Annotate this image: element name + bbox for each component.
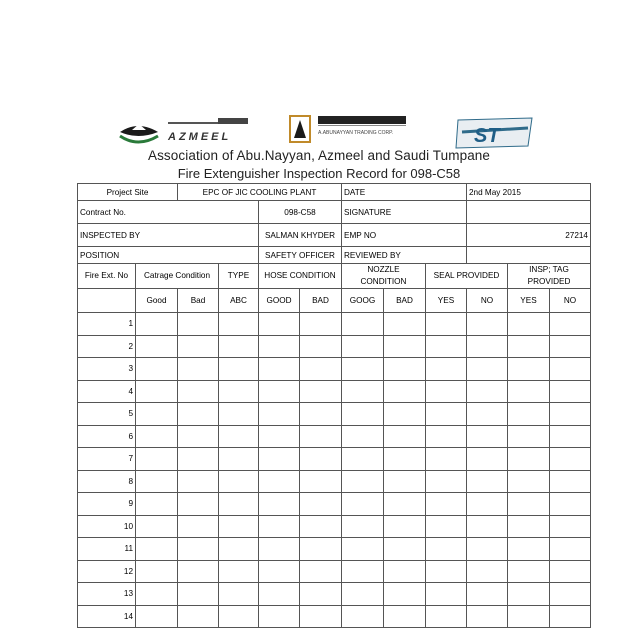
date-label: DATE	[342, 184, 467, 201]
entry-cell[interactable]	[219, 448, 259, 471]
entry-cell[interactable]	[508, 425, 550, 448]
fire-ext-number: 11	[78, 538, 136, 561]
entry-cell[interactable]	[384, 425, 426, 448]
entry-cell[interactable]	[178, 448, 219, 471]
entry-cell[interactable]	[508, 313, 550, 336]
association-title: Association of Abu.Nayyan, Azmeel and Saudi Tumpane	[147, 148, 491, 163]
fire-ext-number: 8	[78, 470, 136, 493]
entry-cell[interactable]	[178, 425, 219, 448]
entry-cell[interactable]	[136, 313, 178, 336]
entry-cell[interactable]	[550, 605, 591, 628]
entry-cell[interactable]	[300, 560, 342, 583]
entry-cell[interactable]	[219, 358, 259, 381]
entry-cell[interactable]	[136, 583, 178, 606]
sub-tag-yes: YES	[508, 289, 550, 313]
sub-nozzle-bad: BAD	[384, 289, 426, 313]
entry-cell[interactable]	[467, 403, 508, 426]
entry-cell[interactable]	[342, 493, 384, 516]
entry-cell[interactable]	[136, 538, 178, 561]
entry-cell[interactable]	[136, 380, 178, 403]
entry-cell[interactable]	[342, 470, 384, 493]
entry-cell[interactable]	[342, 538, 384, 561]
entry-cell[interactable]	[426, 538, 467, 561]
entry-cell[interactable]	[219, 583, 259, 606]
entry-cell[interactable]	[426, 425, 467, 448]
entry-cell[interactable]	[342, 448, 384, 471]
entry-cell[interactable]	[467, 335, 508, 358]
entry-cell[interactable]	[426, 605, 467, 628]
info-row-contract	[78, 201, 591, 224]
reviewed-by-value[interactable]	[467, 247, 591, 264]
table-row	[78, 448, 591, 471]
entry-cell[interactable]	[300, 538, 342, 561]
entry-cell[interactable]	[259, 470, 300, 493]
sub-abc: ABC	[219, 289, 259, 313]
entry-cell[interactable]	[467, 358, 508, 381]
entry-cell[interactable]	[508, 448, 550, 471]
entry-cell[interactable]	[550, 380, 591, 403]
col-catrage-condition: Catrage Condition	[136, 264, 219, 289]
entry-cell[interactable]	[178, 335, 219, 358]
entry-cell[interactable]	[342, 605, 384, 628]
entry-cell[interactable]	[508, 335, 550, 358]
entry-cell[interactable]	[467, 470, 508, 493]
entry-cell[interactable]	[508, 470, 550, 493]
entry-cell[interactable]	[467, 313, 508, 336]
entry-cell[interactable]	[426, 335, 467, 358]
sub-good: Good	[136, 289, 178, 313]
entry-cell[interactable]	[219, 425, 259, 448]
entry-cell[interactable]	[219, 313, 259, 336]
entry-cell[interactable]	[259, 313, 300, 336]
entry-cell[interactable]	[259, 515, 300, 538]
entry-cell[interactable]	[259, 583, 300, 606]
entry-cell[interactable]	[342, 380, 384, 403]
abunayyan-logo	[288, 112, 412, 148]
entry-cell[interactable]	[219, 403, 259, 426]
entry-cell[interactable]	[259, 493, 300, 516]
entry-cell[interactable]	[300, 470, 342, 493]
entry-cell[interactable]	[384, 515, 426, 538]
entry-cell[interactable]	[467, 425, 508, 448]
entry-cell[interactable]	[178, 605, 219, 628]
data-rows	[78, 313, 591, 628]
sub-seal-yes: YES	[426, 289, 467, 313]
entry-cell[interactable]	[178, 358, 219, 381]
entry-cell[interactable]	[300, 425, 342, 448]
sub-hose-bad: BAD	[300, 289, 342, 313]
entry-cell[interactable]	[219, 560, 259, 583]
entry-cell[interactable]	[136, 560, 178, 583]
entry-cell[interactable]	[508, 515, 550, 538]
tumpane-emblem-icon	[454, 112, 536, 152]
table-row	[78, 335, 591, 358]
entry-cell[interactable]	[219, 335, 259, 358]
entry-cell[interactable]	[384, 538, 426, 561]
entry-cell[interactable]	[259, 605, 300, 628]
entry-cell[interactable]	[426, 403, 467, 426]
entry-cell[interactable]	[384, 403, 426, 426]
table-row	[78, 560, 591, 583]
entry-cell[interactable]	[136, 605, 178, 628]
sub-tag-no: NO	[550, 289, 591, 313]
entry-cell[interactable]	[467, 605, 508, 628]
contract-label: Contract No.	[78, 201, 259, 224]
entry-cell[interactable]	[342, 403, 384, 426]
fire-ext-number: 13	[78, 583, 136, 606]
entry-cell[interactable]	[300, 493, 342, 516]
entry-cell[interactable]	[219, 380, 259, 403]
entry-cell[interactable]	[550, 448, 591, 471]
entry-cell[interactable]	[342, 335, 384, 358]
entry-cell[interactable]	[426, 470, 467, 493]
col-nozzle-condition: NOZZLE CONDITION	[342, 264, 426, 289]
table-row	[78, 538, 591, 561]
abunayyan-logo-text: A.ABUNAYYAN TRADING CORP.	[318, 130, 394, 136]
entry-cell[interactable]	[426, 358, 467, 381]
entry-cell[interactable]	[219, 470, 259, 493]
col-fire-ext-no: Fire Ext. No	[78, 264, 136, 289]
entry-cell[interactable]	[259, 538, 300, 561]
position-label: POSITION	[78, 247, 259, 264]
table-row	[78, 358, 591, 381]
entry-cell[interactable]	[384, 380, 426, 403]
fire-ext-number: 2	[78, 335, 136, 358]
entry-cell[interactable]	[467, 583, 508, 606]
entry-cell[interactable]	[259, 403, 300, 426]
form-title: Fire Extenguisher Inspection Record for 098-C58	[177, 166, 461, 181]
entry-cell[interactable]	[219, 538, 259, 561]
entry-cell[interactable]	[136, 403, 178, 426]
fire-ext-number: 4	[78, 380, 136, 403]
sub-bad: Bad	[178, 289, 219, 313]
logo-bar	[0, 108, 638, 152]
entry-cell[interactable]	[178, 538, 219, 561]
entry-cell[interactable]	[550, 493, 591, 516]
entry-cell[interactable]	[342, 425, 384, 448]
entry-cell[interactable]	[136, 358, 178, 381]
inspected-by-value[interactable]: SALMAN KHYDER	[259, 224, 342, 247]
entry-cell[interactable]	[300, 583, 342, 606]
table-row	[78, 403, 591, 426]
entry-cell[interactable]	[178, 470, 219, 493]
entry-cell[interactable]	[550, 560, 591, 583]
col-type: TYPE	[219, 264, 259, 289]
entry-cell[interactable]	[342, 358, 384, 381]
entry-cell[interactable]	[384, 583, 426, 606]
entry-cell[interactable]	[426, 560, 467, 583]
entry-cell[interactable]	[467, 493, 508, 516]
entry-cell[interactable]	[178, 560, 219, 583]
entry-cell[interactable]	[550, 425, 591, 448]
entry-cell[interactable]	[426, 493, 467, 516]
entry-cell[interactable]	[384, 448, 426, 471]
entry-cell[interactable]	[178, 515, 219, 538]
entry-cell[interactable]	[426, 448, 467, 471]
sub-hose-good: GOOD	[259, 289, 300, 313]
entry-cell[interactable]	[508, 605, 550, 628]
entry-cell[interactable]	[508, 560, 550, 583]
entry-cell[interactable]	[426, 380, 467, 403]
project-site-label: Project Site	[78, 184, 178, 201]
entry-cell[interactable]	[300, 380, 342, 403]
col-seal-provided: SEAL PROVIDED	[426, 264, 508, 289]
inspection-form-table	[77, 183, 591, 628]
sub-nozzle-good: GOOG	[342, 289, 384, 313]
entry-cell[interactable]	[136, 493, 178, 516]
entry-cell[interactable]	[508, 380, 550, 403]
emp-no-label: EMP NO	[342, 224, 467, 247]
signature-label: SIGNATURE	[342, 201, 467, 224]
subheader-blank	[78, 289, 136, 313]
date-value[interactable]: 2nd May 2015	[467, 184, 591, 201]
table-row	[78, 380, 591, 403]
entry-cell[interactable]	[259, 380, 300, 403]
table-row	[78, 515, 591, 538]
azmeel-logo-text: AZMEEL	[168, 131, 232, 143]
entry-cell[interactable]	[259, 448, 300, 471]
entry-cell[interactable]	[300, 335, 342, 358]
sub-seal-no: NO	[467, 289, 508, 313]
entry-cell[interactable]	[508, 538, 550, 561]
entry-cell[interactable]	[342, 560, 384, 583]
entry-cell[interactable]	[300, 515, 342, 538]
entry-cell[interactable]	[384, 335, 426, 358]
info-row-project	[78, 184, 591, 201]
emp-no-value[interactable]: 27214	[467, 224, 591, 247]
project-site-value[interactable]: EPC OF JIC COOLING PLANT	[178, 184, 342, 201]
contract-value[interactable]: 098-C58	[259, 201, 342, 224]
entry-cell[interactable]	[178, 403, 219, 426]
table-row	[78, 583, 591, 606]
col-hose-condition: HOSE CONDITION	[259, 264, 342, 289]
table-row	[78, 605, 591, 628]
entry-cell[interactable]	[178, 583, 219, 606]
reviewed-by-label: REVIEWED BY	[342, 247, 467, 264]
entry-cell[interactable]	[384, 493, 426, 516]
entry-cell[interactable]	[136, 515, 178, 538]
entry-cell[interactable]	[508, 358, 550, 381]
entry-cell[interactable]	[426, 583, 467, 606]
entry-cell[interactable]	[384, 560, 426, 583]
entry-cell[interactable]	[136, 425, 178, 448]
entry-cell[interactable]	[259, 358, 300, 381]
entry-cell[interactable]	[550, 470, 591, 493]
entry-cell[interactable]	[384, 358, 426, 381]
entry-cell[interactable]	[342, 313, 384, 336]
position-value[interactable]: SAFETY OFFICER	[259, 247, 342, 264]
entry-cell[interactable]	[550, 403, 591, 426]
fire-ext-number: 12	[78, 560, 136, 583]
fire-ext-number: 9	[78, 493, 136, 516]
entry-cell[interactable]	[384, 605, 426, 628]
fire-ext-number: 5	[78, 403, 136, 426]
entry-cell[interactable]	[550, 538, 591, 561]
column-header-row	[78, 264, 591, 289]
entry-cell[interactable]	[467, 538, 508, 561]
entry-cell[interactable]	[342, 515, 384, 538]
entry-cell[interactable]	[178, 313, 219, 336]
entry-cell[interactable]	[426, 515, 467, 538]
entry-cell[interactable]	[508, 403, 550, 426]
col-insp-tag-provided: INSP; TAG PROVIDED	[508, 264, 591, 289]
entry-cell[interactable]	[467, 380, 508, 403]
entry-cell[interactable]	[178, 380, 219, 403]
azmeel-logo	[118, 118, 263, 152]
table-row	[78, 425, 591, 448]
inspected-by-label: INSPECTED BY	[78, 224, 259, 247]
entry-cell[interactable]	[508, 583, 550, 606]
entry-cell[interactable]	[300, 448, 342, 471]
entry-cell[interactable]	[219, 515, 259, 538]
entry-cell[interactable]	[426, 313, 467, 336]
table-row	[78, 493, 591, 516]
fire-ext-number: 3	[78, 358, 136, 381]
fire-ext-number: 1	[78, 313, 136, 336]
entry-cell[interactable]	[259, 560, 300, 583]
entry-cell[interactable]	[384, 470, 426, 493]
entry-cell[interactable]	[342, 583, 384, 606]
entry-cell[interactable]	[550, 583, 591, 606]
entry-cell[interactable]	[136, 448, 178, 471]
entry-cell[interactable]	[467, 448, 508, 471]
fire-ext-number: 10	[78, 515, 136, 538]
entry-cell[interactable]	[219, 493, 259, 516]
entry-cell[interactable]	[550, 335, 591, 358]
tumpane-logo-text: ST	[474, 125, 500, 147]
entry-cell[interactable]	[300, 358, 342, 381]
info-row-position	[78, 247, 591, 264]
entry-cell[interactable]	[259, 335, 300, 358]
fire-ext-number: 7	[78, 448, 136, 471]
table-row	[78, 470, 591, 493]
entry-cell[interactable]	[300, 313, 342, 336]
signature-value[interactable]	[467, 201, 591, 224]
entry-cell[interactable]	[384, 313, 426, 336]
entry-cell[interactable]	[300, 605, 342, 628]
entry-cell[interactable]	[300, 403, 342, 426]
entry-cell[interactable]	[467, 560, 508, 583]
info-row-inspected	[78, 224, 591, 247]
entry-cell[interactable]	[467, 515, 508, 538]
entry-cell[interactable]	[508, 493, 550, 516]
entry-cell[interactable]	[136, 335, 178, 358]
entry-cell[interactable]	[550, 515, 591, 538]
entry-cell[interactable]	[219, 605, 259, 628]
table-row	[78, 313, 591, 336]
entry-cell[interactable]	[136, 470, 178, 493]
entry-cell[interactable]	[259, 425, 300, 448]
tumpane-logo	[454, 112, 536, 152]
fire-ext-number: 14	[78, 605, 136, 628]
entry-cell[interactable]	[550, 358, 591, 381]
entry-cell[interactable]	[178, 493, 219, 516]
entry-cell[interactable]	[550, 313, 591, 336]
subheader-row	[78, 289, 591, 313]
fire-ext-number: 6	[78, 425, 136, 448]
